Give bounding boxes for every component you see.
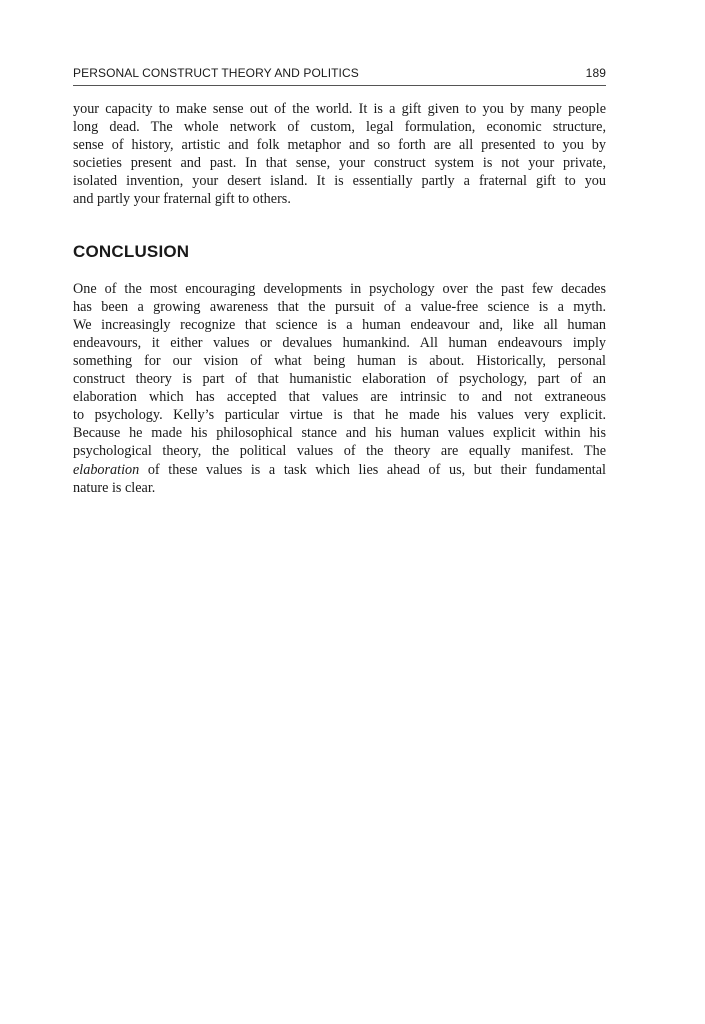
text-line: Because he made his philosophical stance and his human values explicit within his bbox=[73, 425, 606, 442]
text-line: psychological theory, the political values of the theory are equally manifest. The bbox=[73, 443, 606, 460]
text-line: has been a growing awareness that the pursuit of a value-free science is a myth. bbox=[73, 298, 606, 315]
text-line: isolated invention, your desert island. It is essentially partly a fraternal gift to you bbox=[73, 173, 606, 190]
running-title: PERSONAL CONSTRUCT THEORY AND POLITICS bbox=[73, 66, 359, 80]
section-heading: CONCLUSION bbox=[73, 241, 190, 261]
text-line-rest: of these values is a task which lies ahead of us, but their fundamental bbox=[139, 461, 606, 478]
text-line: something for our vision of what being human is about. Historically, personal bbox=[73, 352, 606, 369]
text-line: nature is clear. bbox=[73, 479, 156, 496]
text-line: sense of history, artistic and folk metaphor and so forth are all presented to you by bbox=[73, 137, 606, 154]
running-header bbox=[73, 66, 606, 86]
text-line: elaboration which has accepted that values are intrinsic to and not extraneous bbox=[73, 389, 606, 406]
book-page bbox=[73, 66, 606, 497]
page-number: 189 bbox=[585, 66, 606, 80]
text-line: endeavours, it either values or devalues humankind. All human endeavours imply bbox=[73, 334, 606, 351]
emphasis-elaboration: elaboration bbox=[73, 461, 140, 478]
text-line bbox=[73, 461, 606, 479]
text-line: your capacity to make sense out of the world. It is a gift given to you by many people bbox=[73, 101, 606, 117]
paragraph-conclusion bbox=[73, 280, 606, 497]
text-line: construct theory is part of that humanistic elaboration of psychology, part of an bbox=[73, 371, 606, 388]
text-line: long dead. The whole network of custom, legal formulation, economic structure, bbox=[73, 119, 606, 136]
text-line: We increasingly recognize that science is a human endeavour and, like all human bbox=[73, 316, 606, 333]
text-line: to psychology. Kelly’s particular virtue is that he made his values very explicit. bbox=[73, 407, 606, 424]
paragraph-gift bbox=[73, 100, 606, 209]
text-line: societies present and past. In that sense, your construct system is not your private, bbox=[73, 155, 606, 172]
text-line: and partly your fraternal gift to others. bbox=[73, 191, 291, 208]
text-line: One of the most encouraging developments in psychology over the past few decades bbox=[73, 280, 606, 297]
